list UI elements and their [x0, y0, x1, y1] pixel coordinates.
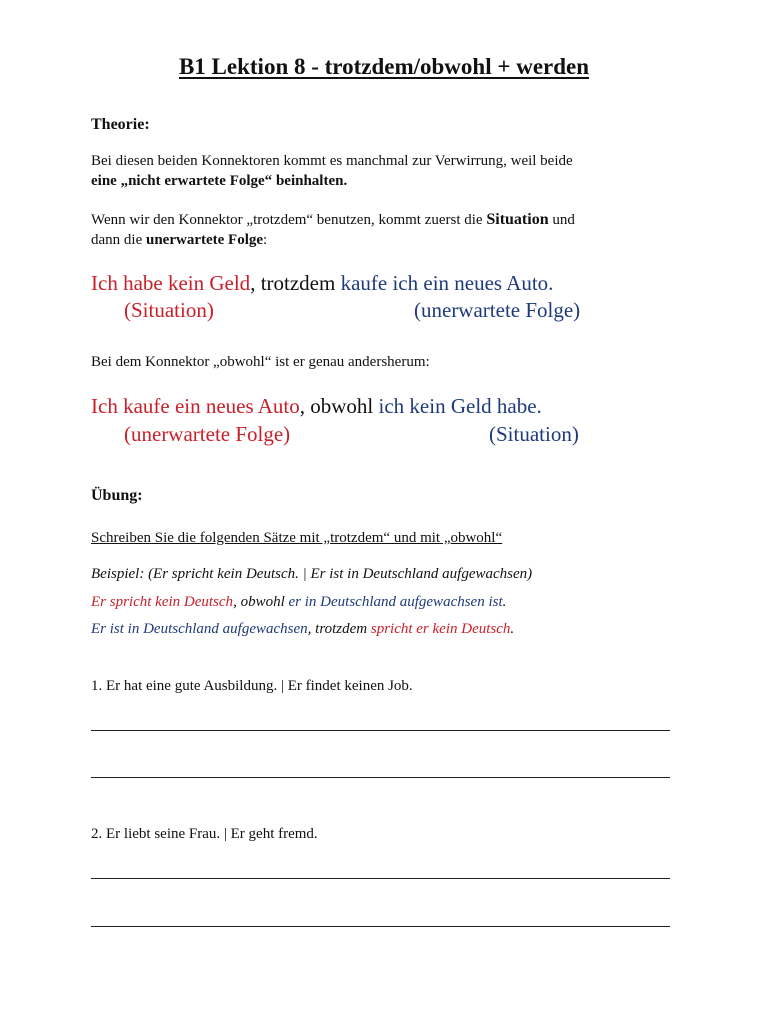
text-fragment: :: [263, 232, 268, 248]
text-fragment: Er spricht kein Deutsch: [91, 594, 234, 610]
connector: , trotzdem: [250, 271, 341, 295]
consequence-clause: Ich kaufe ein neues Auto: [91, 394, 300, 418]
text-fragment: dann die: [91, 232, 146, 248]
text-fragment: beinhalten.: [272, 173, 348, 189]
answer-line[interactable]: [91, 878, 670, 879]
situation-label: (Situation): [489, 422, 579, 446]
task-1: 1. Er hat eine gute Ausbildung. | Er findet keinen Job.: [91, 678, 413, 694]
consequence-label: (unerwartete Folge): [414, 298, 581, 322]
task-2: 2. Er liebt seine Frau. | Er geht fremd.: [91, 826, 318, 842]
text-fragment: er in Deutschland aufgewachsen ist: [288, 594, 503, 610]
consequence-label: (unerwartete Folge): [124, 422, 291, 446]
connector: , trotzdem: [307, 621, 371, 637]
connector: , obwohl: [233, 594, 289, 610]
exercise-instruction: Schreiben Sie die folgenden Sätze mit „trotzdem“ und mit „obwohl“: [91, 530, 503, 546]
answer-line[interactable]: [91, 926, 670, 927]
theory-paragraph-1-line-2: [91, 171, 347, 191]
theory-paragraph-2-line-2: [91, 230, 267, 250]
example-sentence-obwohl: [91, 394, 542, 419]
theory-paragraph-1-line-1: Bei diesen beiden Konnektoren kommt es manchmal zur Verwirrung, weil beide: [91, 153, 573, 169]
situation-clause: ich kein Geld habe.: [378, 394, 542, 418]
situation-clause: Ich habe kein Geld: [91, 271, 251, 295]
situation-label: (Situation): [124, 298, 214, 322]
text-fragment: spricht er kein Deutsch: [370, 621, 511, 637]
text-fragment: .: [510, 621, 515, 637]
example-answer-obwohl: [91, 594, 506, 611]
unexpected-consequence-term: unerwartete Folge: [145, 232, 264, 248]
page-title: B1 Lektion 8 - trotzdem/obwohl + werden: [178, 54, 590, 79]
connector: , obwohl: [299, 394, 379, 418]
example-answer-trotzdem: [91, 621, 514, 638]
consequence-clause: kaufe ich ein neues Auto.: [340, 271, 554, 295]
answer-line[interactable]: [91, 777, 670, 778]
theory-paragraph-3: Bei dem Konnektor „obwohl“ ist er genau andersherum:: [91, 354, 430, 370]
theory-heading: Theorie:: [91, 116, 150, 133]
situation-term: Situation: [486, 211, 549, 228]
text-fragment: Er ist in Deutschland aufgewachsen: [91, 621, 308, 637]
text-fragment: .: [502, 594, 507, 610]
exercise-heading: Übung:: [91, 487, 143, 504]
text-fragment: Wenn wir den Konnektor „trotzdem“ benutzen, kommt zuerst die: [91, 212, 487, 228]
theory-paragraph-2-line-1: [91, 210, 575, 230]
example-prompt: Beispiel: (Er spricht kein Deutsch. | Er ist in Deutschland aufgewachsen): [91, 566, 533, 582]
unexpected-consequence-term: eine „nicht erwartete Folge“: [91, 173, 273, 189]
text-fragment: und: [548, 212, 575, 228]
answer-line[interactable]: [91, 730, 670, 731]
example-sentence-trotzdem: [91, 271, 553, 296]
